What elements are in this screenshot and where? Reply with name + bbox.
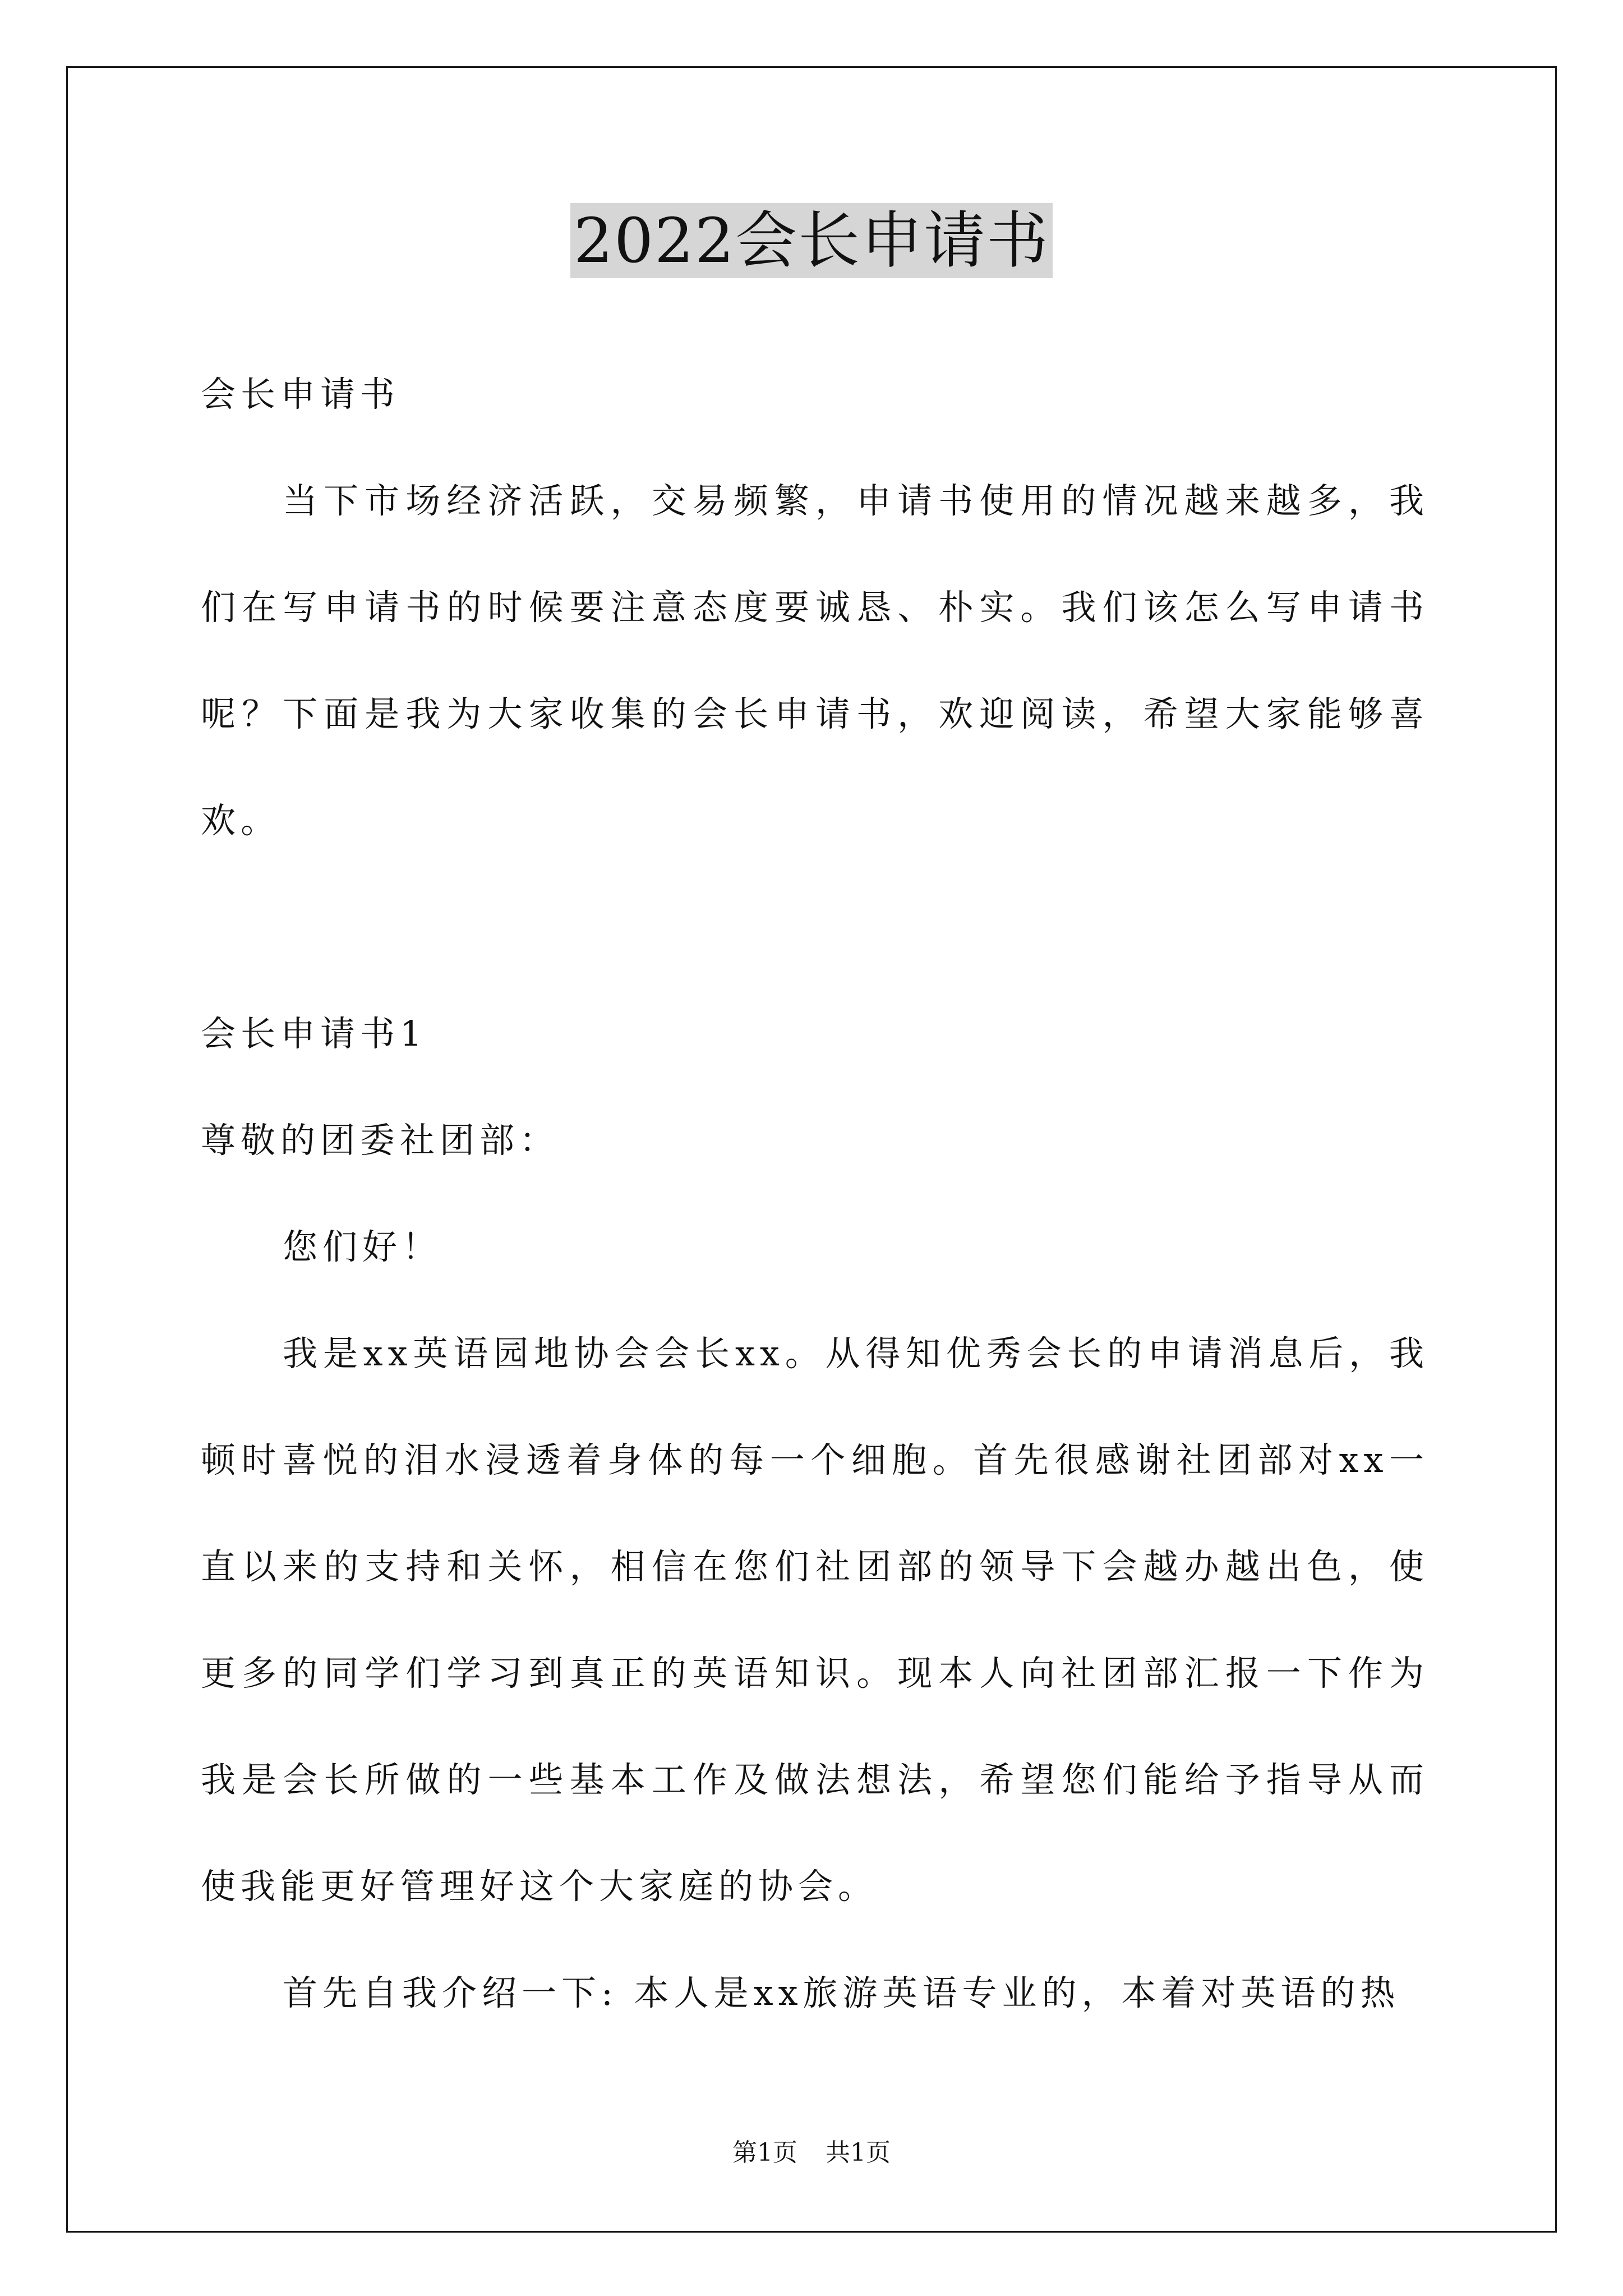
page-number-total: 共1页 bbox=[826, 2138, 891, 2167]
page-number-current: 第1页 bbox=[732, 2138, 797, 2167]
body-paragraph: 我是xx英语园地协会会长xx。从得知优秀会长的申请消息后，我顿时喜悦的泪水浸透着身体的每一个细胞。首先很感谢社团部对xx一直以来的支持和关怀，相信在您们社团部的领导下会越办越出色，使更多的同学们学习到真正的英语知识。现本人向社团部汇报一下作为我是会长所做的一些基本工作及做法想法，希望您们能给予指导从而使我能更好管理好这个大家庭的协会。 bbox=[201, 1333, 1429, 1907]
salutation: 尊敬的团委社团部： bbox=[201, 1120, 560, 1161]
body-paragraph: 首先自我介绍一下: 本人是xx旅游英语专业的，本着对英语的热 bbox=[283, 1972, 1400, 2013]
greeting: 您们好！ bbox=[283, 1226, 442, 1267]
document-title: 2022会长申请书 bbox=[570, 203, 1053, 278]
section-heading: 会长申请书 bbox=[201, 374, 400, 415]
intro-paragraph: 当下市场经济活跃，交易频繁，申请书使用的情况越来越多，我们在写申请书的时候要注意态度要诚恳、朴实。我们该怎么写申请书呢？下面是我为大家收集的会长申请书，欢迎阅读，希望大家能够喜欢。 bbox=[201, 480, 1429, 841]
page-footer bbox=[0, 2136, 1623, 2170]
document-body bbox=[201, 341, 1429, 2046]
subsection-heading: 会长申请书1 bbox=[201, 1013, 427, 1054]
blank-line bbox=[201, 874, 1429, 981]
title-container bbox=[0, 203, 1623, 278]
